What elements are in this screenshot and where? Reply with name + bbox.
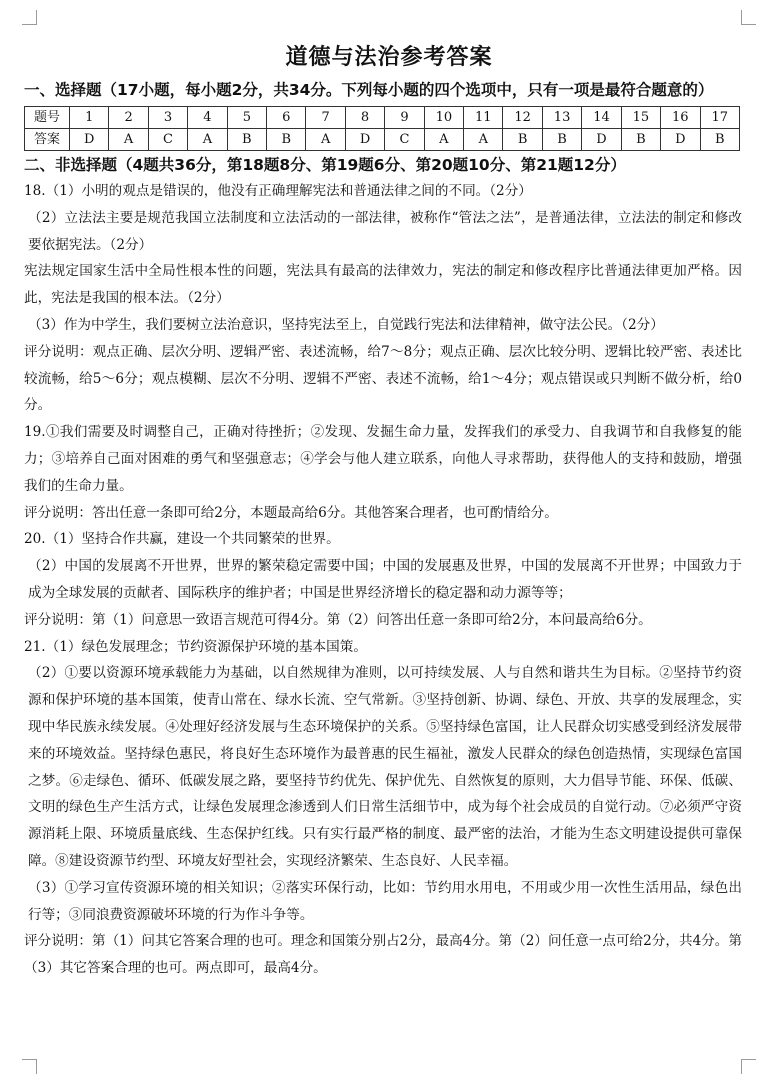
question-number: 9 [385,107,424,129]
q18-scoring-note: 评分说明：观点正确、层次分明、逻辑严密、表述流畅，给7～8分；观点正确、层次比较分明、逻辑比较严密、表述比较流畅，给5～6分；观点模糊、层次不分明、逻辑不严密、表述不流畅，给1～4分；观点错误或只判断不做分析，给0分。 [24,343,742,414]
question-number: 11 [464,107,503,129]
section1-heading: 一、选择题（17小题，每小题2分，共34分。下列每小题的四个选项中，只有一项是最符合题意的） [24,81,714,99]
answer-cell: A [188,129,227,151]
question-number: 15 [621,107,660,129]
q20-part2: （2）中国的发展离不开世界，世界的繁荣稳定需要中国；中国的发展惠及世界，中国的发展离不开世界；中国致力于成为全球发展的贡献者、国际秩序的维护者；中国是世界经济增长的稳定器和动力源等等； [28,558,742,601]
answer-cell: D [345,129,384,151]
answer-cell: B [542,129,581,151]
answer-cell: C [148,129,187,151]
crop-mark-top-right [741,10,756,25]
question-number: 10 [424,107,463,129]
page-title: 道德与法治参考答案 [285,44,493,70]
question-number: 16 [661,107,700,129]
q19-scoring-note: 评分说明：答出任意一条即可给2分，本题最高给6分。其他答案合理者，也可酌情给分。 [24,504,558,521]
question-number: 1 [70,107,109,129]
answer-cell: A [306,129,345,151]
question-number: 5 [227,107,266,129]
answer-cell: B [621,129,660,151]
answer-cell: C [385,129,424,151]
answer-cell: B [700,129,740,151]
answer-cell: D [661,129,700,151]
crop-mark-bottom-right [741,1059,756,1074]
answer-cell: D [70,129,109,151]
q20-part1: 20.（1）坚持合作共赢，建设一个共同繁荣的世界。 [24,531,340,548]
question-number: 3 [148,107,187,129]
answer-cell: B [267,129,306,151]
question-number: 14 [582,107,621,129]
document-body [24,78,742,982]
row-label-number: 题号 [25,107,70,129]
q20-scoring-note: 评分说明：第（1）问意思一致语言规范可得4分。第（2）问答出任意一条即可给2分，本问最高给6分。 [24,611,652,628]
question-number: 7 [306,107,345,129]
answer-cell: B [503,129,542,151]
q21-part3: （3）①学习宣传资源环境的相关知识；②落实环保行动，比如：节约用水用电，不用或少用一次性生活用品，绿色出行等；③同浪费资源破坏环境的行为作斗争等。 [28,879,742,923]
crop-mark-top-left [22,10,37,25]
answer-cell: A [424,129,463,151]
q21-part2: （2）①要以资源环境承载能力为基础，以自然规律为准则，以可持续发展、人与自然和谐共生为目标。②坚持节约资源和保护环境的基本国策，使青山常在、绿水长流、空气常新。③坚持创新、协调、绿色、开放、共享的发展理念，实现中华民族永续发展。④处理好经济发展与生态环境保护的关系。⑤坚持绿色富国，让人民群众切实感受到经济发展带来的环境效益。坚持绿色惠民，将良好生态环境作为最普惠的民生福祉，激发人民群众的绿色创造热情，实现绿色富国之梦。⑥走绿色、循环、低碳发展之路，要坚持节约优先、保护优先、自然恢复的原则，大力倡导节能、环保、低碳、文明的绿色生产生活方式，让绿色发展理念渗透到人们日常生活细节中，成为每个社会成员的自觉行动。⑦必须严守资源消耗上限、环境质量底线、生态保护红线。只有实行最严格的制度、最严密的法治，才能为生态文明建设提供可靠保障。⑧建设资源节约型、环境友好型社会，实现经济繁荣、生态良好、人民幸福。 [28,665,742,869]
q21-part1: 21.（1）绿色发展理念；节约资源保护环境的基本国策。 [24,638,367,655]
row-label-answer: 答案 [25,129,70,151]
answer-row [25,129,740,151]
question-number: 6 [267,107,306,129]
question-number: 8 [345,107,384,129]
answer-cell: B [227,129,266,151]
crop-mark-bottom-left [22,1059,37,1074]
q18-part1: 18.（1）小明的观点是错误的，他没有正确理解宪法和普通法律之间的不同。（2分） [24,183,532,199]
q18-part2-cont: 宪法规定国家生活中全局性根本性的问题，宪法具有最高的法律效力，宪法的制定和修改程序比普通法律更加严格。因此，宪法是我国的根本法。（2分） [24,263,742,307]
question-number: 17 [700,107,740,129]
q19-answer: 19.①我们需要及时调整自己，正确对待挫折；②发现、发掘生命力量，发挥我们的承受力、自我调节和自我修复的能力；③培养自己面对困难的勇气和坚强意志；④学会与他人建立联系，向他人寻求帮助，获得他人的支持和鼓励，增强我们的生命力量。 [24,424,742,494]
answer-cell: D [582,129,621,151]
question-number: 4 [188,107,227,129]
answer-table [24,106,740,151]
question-number-row [25,107,740,129]
answer-cell: A [464,129,503,151]
q21-scoring-note: 评分说明：第（1）问其它答案合理的也可。理念和国策分别占2分，最高4分。第（2）问任意一点可给2分，共4分。第（3）其它答案合理的也可。两点即可，最高4分。 [24,933,742,977]
question-number: 12 [503,107,542,129]
q18-part3: （3）作为中学生，我们要树立法治意识，坚持宪法至上，自觉践行宪法和法律精神，做守法公民。（2分） [28,316,664,333]
question-number: 13 [542,107,581,129]
answer-cell: A [109,129,148,151]
question-number: 2 [109,107,148,129]
q18-part2: （2）立法法主要是规范我国立法制度和立法活动的一部法律，被称作“管法之法”，是普通法律，立法法的制定和修改要依据宪法。（2分） [28,209,742,253]
section2-heading: 二、非选择题（4题共36分，第18题8分、第19题6分、第20题10分、第21题12分） [24,156,626,174]
